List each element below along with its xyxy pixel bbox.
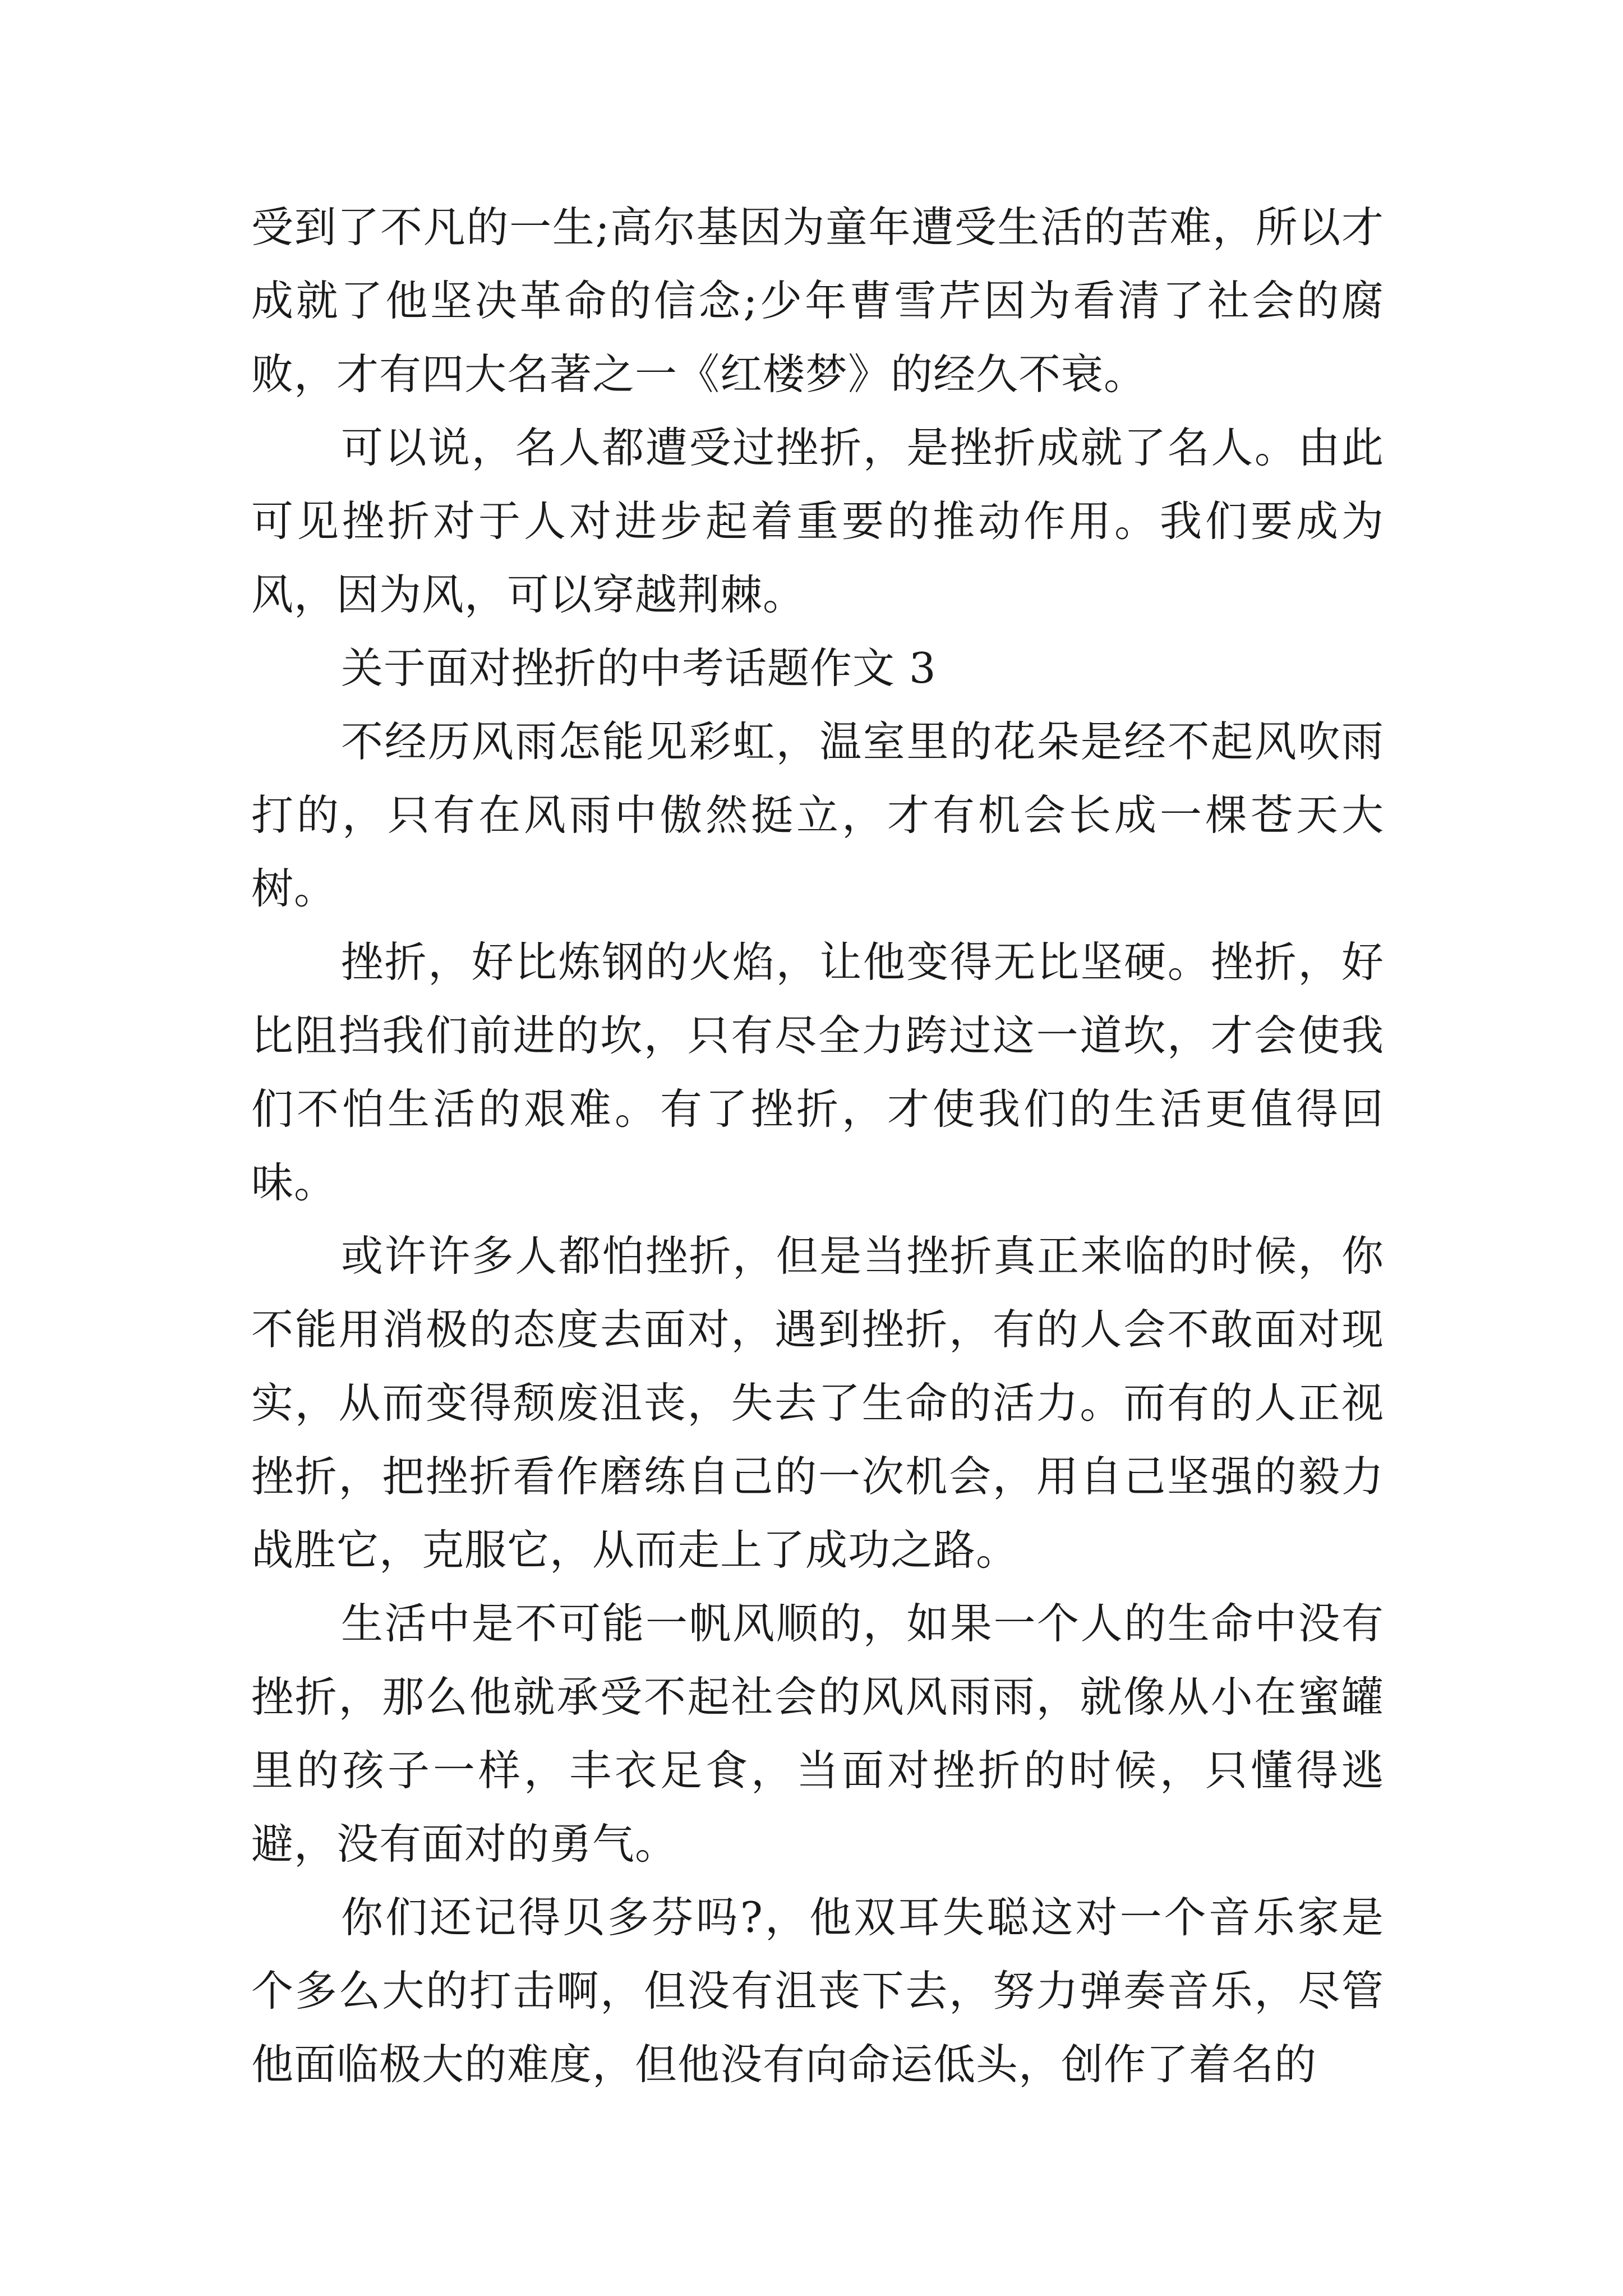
paragraph-4: 挫折，好比炼钢的火焰，让他变得无比坚硬。挫折，好比阻挡我们前进的坎，只有尽全力跨过这一道坎，才会使我们不怕生活的艰难。有了挫折，才使我们的生活更值得回味。 [251,937,1384,1207]
paragraph-3: 不经历风雨怎能见彩虹，温室里的花朵是经不起风吹雨打的，只有在风雨中傲然挺立，才有机会长成一棵苍天大树。 [251,717,1384,913]
section-heading: 关于面对挫折的中考话题作文 3 [341,643,937,693]
paragraph-6: 生活中是不可能一帆风顺的，如果一个人的生命中没有挫折，那么他就承受不起社会的风风雨雨，就像从小在蜜罐里的孩子一样，丰衣足食，当面对挫折的时候，只懂得逃避，没有面对的勇气。 [251,1599,1384,1869]
body-text [251,191,1384,2101]
paragraph-7: 你们还记得贝多芬吗?，他双耳失聪这对一个音乐家是个多么大的打击啊，但没有沮丧下去，努力弹奏音乐，尽管他面临极大的难度，但他没有向命运低头，创作了着名的 [251,1893,1384,2089]
paragraph-2: 可以说，名人都遭受过挫折，是挫折成就了名人。由此可见挫折对于人对进步起着重要的推动作用。我们要成为风，因为风，可以穿越荆棘。 [251,423,1384,619]
paragraph-1: 受到了不凡的一生;高尔基因为童年遭受生活的苦难，所以才成就了他坚决革命的信念;少年曹雪芹因为看清了社会的腐败，才有四大名著之一《红楼梦》的经久不衰。 [251,203,1384,399]
paragraph-5: 或许许多人都怕挫折，但是当挫折真正来临的时候，你不能用消极的态度去面对，遇到挫折，有的人会不敢面对现实，从而变得颓废沮丧，失去了生命的活力。而有的人正视挫折，把挫折看作磨练自己的一次机会，用自己坚强的毅力战胜它，克服它，从而走上了成功之路。 [251,1231,1384,1575]
